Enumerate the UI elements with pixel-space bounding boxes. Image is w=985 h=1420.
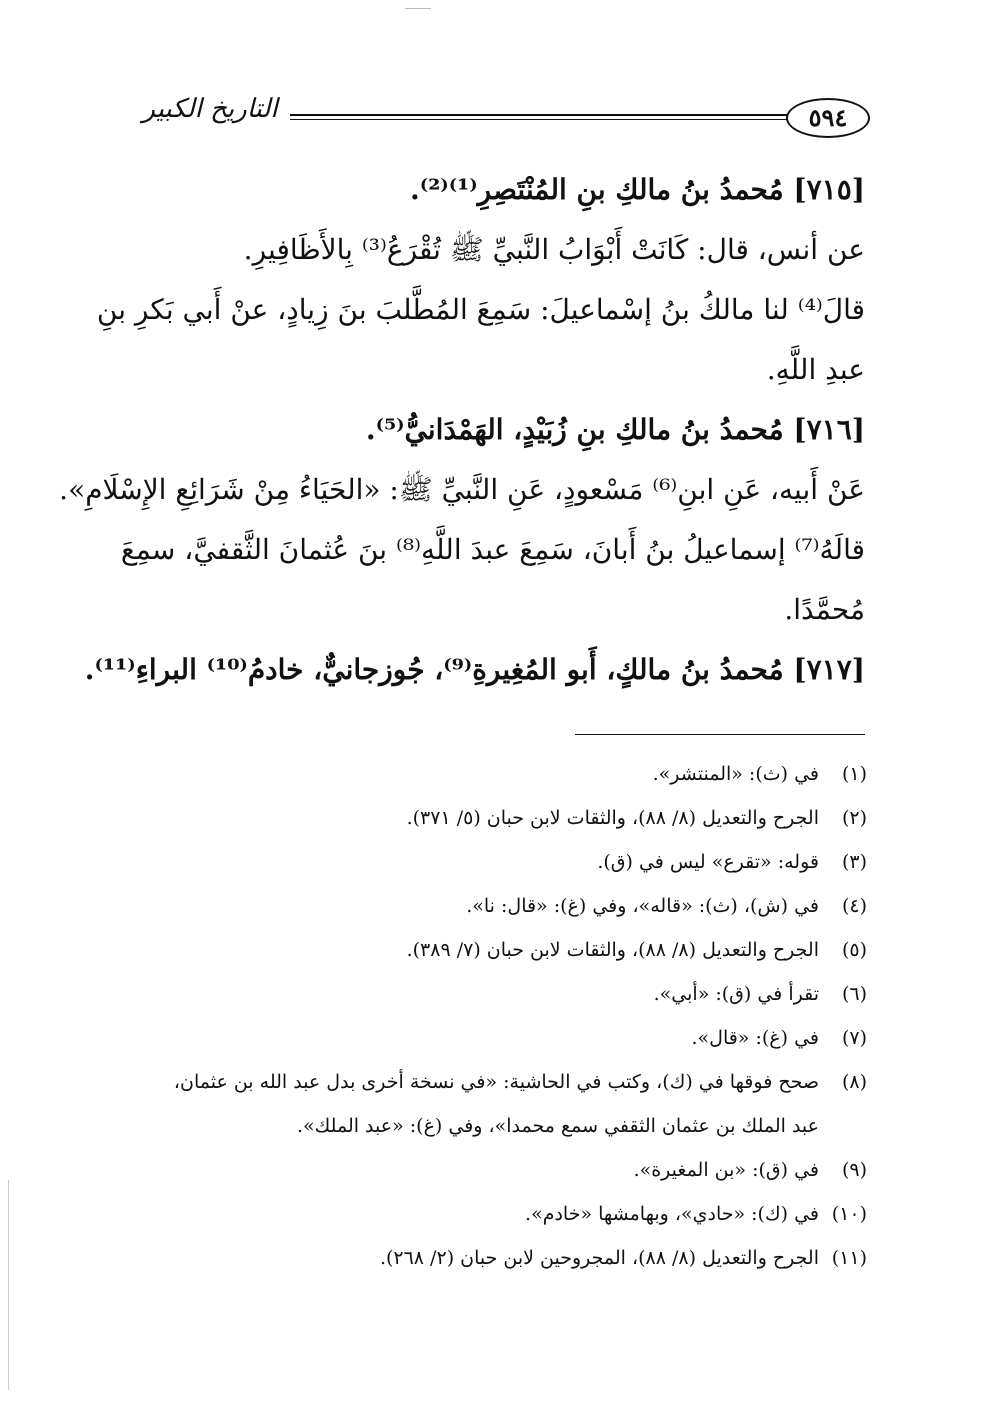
entry-716-hadith: عَنْ أَبيه، عَنِ ابنِ⁽⁶⁾ مَسْعودٍ، عَنِ النَّبيِّ ﷺ: «الحَيَاءُ مِنْ شَرَائِعِ الإِسْلَامِ». — [59, 473, 865, 506]
footnote-number: (٢) — [841, 807, 867, 829]
footnote-number: (٩) — [841, 1159, 867, 1181]
scan-edge-line — [8, 1180, 9, 1390]
footnote-number: (٨) — [841, 1071, 867, 1093]
footnote-number: (١١) — [831, 1247, 867, 1269]
footnote-5 — [120, 928, 867, 972]
scan-mark — [405, 8, 431, 9]
footnote-10 — [120, 1192, 867, 1236]
footnote-8-continuation: عبد الملك بن عثمان الثقفي سمع محمدا»، وفي (غ): «عبد الملك». — [297, 1115, 819, 1137]
footnote-text: في (ك): «حادي»، وبهامشها «خادم». — [525, 1203, 819, 1225]
main-text — [59, 160, 865, 700]
footnote-1 — [120, 752, 867, 796]
footnote-text: في (ث): «المنتشر». — [652, 763, 819, 785]
footnote-text: قوله: «تقرع» ليس في (ق). — [597, 851, 819, 873]
footnote-text: صحح فوقها في (ك)، وكتب في الحاشية: «في نسخة أخرى بدل عبد الله بن عثمان، — [173, 1071, 819, 1093]
footnote-4 — [120, 884, 867, 928]
footnote-7 — [120, 1016, 867, 1060]
header-rule-thin — [290, 119, 788, 120]
footnote-number: (٣) — [841, 851, 867, 873]
entry-715-isnad-cont: عبدِ اللَّهِ. — [766, 353, 865, 386]
footnote-number: (١) — [841, 763, 867, 785]
footnote-text: في (ق): «بن المغيرة». — [633, 1159, 819, 1181]
footnote-number: (١٠) — [831, 1203, 867, 1225]
running-title: التاريخ الكبير — [142, 94, 278, 124]
footnote-11 — [120, 1236, 867, 1280]
footnote-3 — [120, 840, 867, 884]
footnote-6 — [120, 972, 867, 1016]
entry-717-heading: [٧١٧] مُحمدُ بنُ مالكٍ، أَبو المُغِيرةِ⁽⁹⁾، جُوزجانيٌّ، خادمُ⁽¹⁰⁾ البراءِ⁽¹¹⁾. — [84, 653, 865, 686]
footnote-8 — [120, 1060, 867, 1104]
footnote-number: (٧) — [841, 1027, 867, 1049]
entry-716-heading: [٧١٦] مُحمدُ بنُ مالكِ بنِ زُبَيْدٍ، الهَمْدَانيُّ⁽⁵⁾. — [365, 413, 865, 446]
entry-715-hadith: عن أنس، قال: كَانَتْ أَبْوَابُ النَّبيِّ ﷺ تُقْرَعُ⁽³⁾ بِالأَظَافِيرِ. — [243, 233, 865, 266]
footnote-text: في (غ): «قال». — [691, 1027, 819, 1049]
entry-715-isnad: قالَ⁽⁴⁾ لنا مالكُ بنُ إسْماعيلَ: سَمِعَ المُطَّلبَ بنَ زِيادٍ، عنْ أَبي بَكرِ بنِ — [96, 293, 865, 326]
footnote-text: الجرح والتعديل (٨/ ٨٨)، المجروحين لابن حبان (٢/ ٢٦٨). — [379, 1247, 819, 1269]
footnote-text: تقرأ في (ق): «أبي». — [653, 983, 819, 1005]
footnotes — [120, 752, 867, 1280]
footnote-text: الجرح والتعديل (٨/ ٨٨)، والثقات لابن حبان (٧/ ٣٨٩). — [406, 939, 819, 961]
entry-716-isnad-cont: مُحمَّدًا. — [784, 593, 865, 626]
page-number-badge: ٥٩٤ — [786, 98, 870, 138]
footnote-separator — [575, 734, 865, 735]
entry-715-heading: [٧١٥] مُحمدُ بنُ مالكِ بنِ المُنْتَصِرِ⁽¹⁾⁽²⁾. — [410, 173, 865, 206]
entry-716-isnad: قالَهُ⁽⁷⁾ إسماعيلُ بنُ أَبانَ، سَمِعَ عبدَ اللَّهِ⁽⁸⁾ بنَ عُثمانَ الثَّقفيَّ، سمِعَ — [120, 533, 865, 566]
footnote-text: الجرح والتعديل (٨/ ٨٨)، والثقات لابن حبان (٥/ ٣٧١). — [406, 807, 819, 829]
footnote-number: (٥) — [841, 939, 867, 961]
footnote-9 — [120, 1148, 867, 1192]
page-header — [130, 92, 870, 152]
footnote-2 — [120, 796, 867, 840]
footnote-number: (٦) — [841, 983, 867, 1005]
header-rule — [290, 114, 788, 116]
footnote-number: (٤) — [841, 895, 867, 917]
footnote-text: في (ش)، (ث): «قاله»، وفي (غ): «قال: نا». — [466, 895, 819, 917]
